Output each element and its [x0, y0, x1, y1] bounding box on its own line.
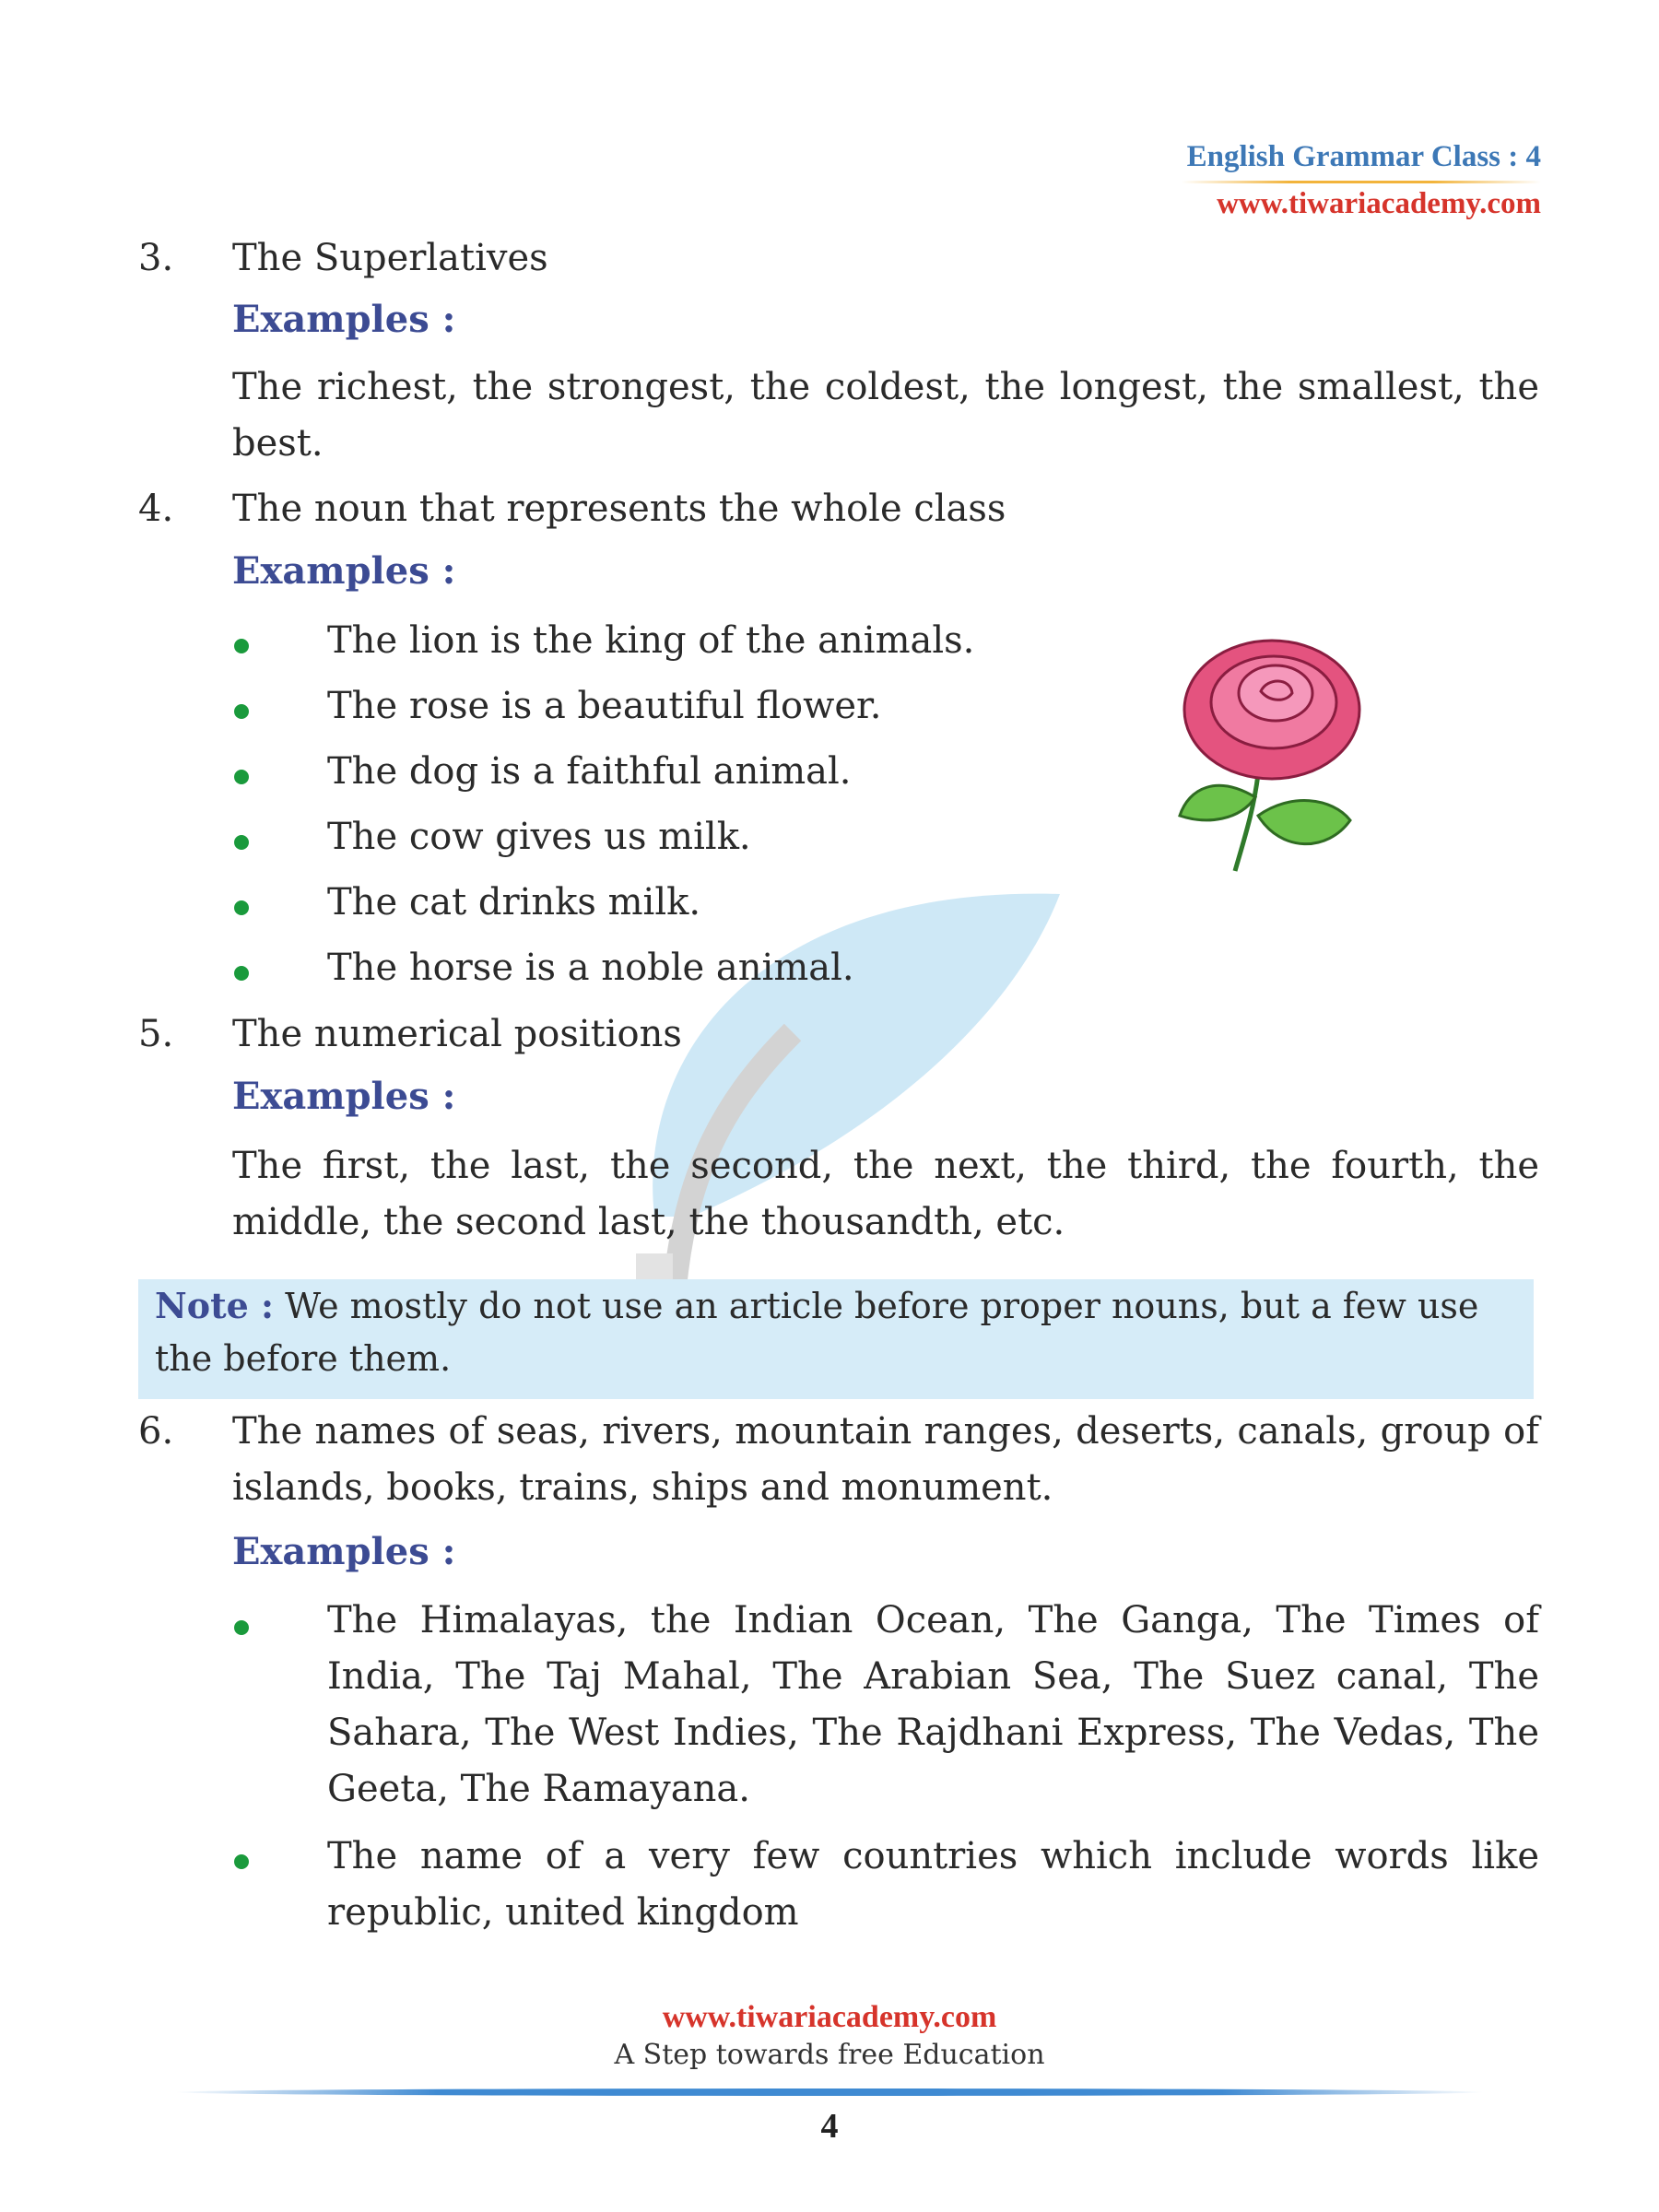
section-number: 3. — [138, 237, 174, 279]
footer-url: www.tiwariacademy.com — [662, 2000, 997, 2034]
note-text: We mostly do not use an article before proper nouns, but a few use the before them. — [155, 1286, 1479, 1379]
bullet-icon — [234, 1620, 249, 1635]
footer-tagline: A Step towards free Education — [614, 2039, 1045, 2071]
section-heading: The Superlatives — [232, 237, 548, 279]
bullet-icon — [234, 1854, 249, 1869]
list-item: The Himalayas, the Indian Ocean, The Ganga, The Times of India, The Taj Mahal, The Arabian Sea, The Suez canal, The Sahara, The West Indies, The Rajdhani Express, The Vedas, The Geeta, The Ramayana. — [327, 1599, 1539, 1810]
list-item: The lion is the king of the animals. — [327, 619, 975, 662]
footer-divider — [175, 2088, 1484, 2096]
section-number: 4. — [138, 488, 174, 530]
examples-label: Examples : — [232, 1530, 456, 1573]
list-item: The cat drinks milk. — [327, 881, 701, 924]
note-box — [138, 1279, 1534, 1399]
note-label: Note : — [155, 1285, 275, 1326]
examples-label: Examples : — [232, 1075, 456, 1118]
list-item: The dog is a faithful animal. — [327, 750, 852, 793]
header-divider — [1182, 181, 1541, 183]
bullet-icon — [234, 639, 249, 653]
header-url: www.tiwariacademy.com — [1217, 187, 1541, 220]
section-number: 5. — [138, 1013, 174, 1055]
example-paragraph: The richest, the strongest, the coldest, the longest, the smallest, the best. — [232, 366, 1539, 465]
examples-label: Examples : — [232, 549, 456, 593]
list-item: The name of a very few countries which include words like republic, united kingdom — [327, 1835, 1539, 1934]
section-heading: The numerical positions — [232, 1013, 682, 1055]
bullet-icon — [234, 900, 249, 915]
examples-label: Examples : — [232, 298, 456, 341]
list-item: The rose is a beautiful flower. — [327, 685, 882, 727]
list-item: The horse is a noble animal. — [327, 947, 854, 989]
section-heading: The noun that represents the whole class — [232, 488, 1006, 530]
bullet-icon — [234, 704, 249, 719]
section-heading: The names of seas, rivers, mountain ranges, deserts, canals, group of islands, books, trains, ships and monument. — [232, 1410, 1539, 1509]
bullet-icon — [234, 966, 249, 981]
bullet-icon — [234, 770, 249, 784]
example-paragraph: The first, the last, the second, the next, the third, the fourth, the middle, the second last, the thousandth, etc. — [232, 1145, 1539, 1243]
list-item: The cow gives us milk. — [327, 816, 751, 858]
page-number: 4 — [820, 2107, 839, 2146]
bullet-icon — [234, 835, 249, 850]
section-number: 6. — [138, 1410, 174, 1453]
header-title: English Grammar Class : 4 — [1186, 140, 1541, 173]
rose-illustration — [1171, 636, 1373, 876]
